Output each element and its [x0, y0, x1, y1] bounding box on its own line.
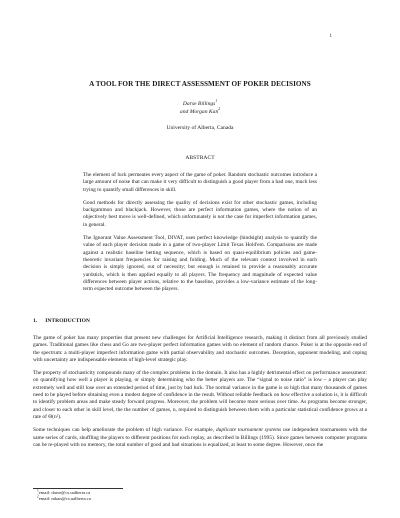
- abstract-paragraph: Good methods for directly assessing the quality of decisions exist for other stochastic games, including backgammon and blackjack. However, those are perfect information games, where the notion of an objectively best move is well-defined, which unfortunately is not the case for imperfect information games, in general.: [83, 199, 317, 228]
- emphasis-text: duplicate tournament systems: [215, 427, 282, 434]
- affiliation: University of Alberta, Canada: [166, 125, 234, 131]
- footnote-mark: 2: [218, 107, 221, 112]
- author-name: Darse Billings: [182, 101, 216, 107]
- body-paragraph: The game of poker has many properties that present new challenges for Artificial Intelligence research, making it distinct from all previously studied games. Traditional games like chess and Go are two-player perfect information games with no element of random chance. Poker is at the opposite end of the spectrum: a multi-player imperfect information game with partial observability and stochastic outcomes. Deception, opponent modeling, and coping with uncertainty are indispensable elements of high-level strategic play.: [33, 335, 367, 363]
- footnote: [37, 496, 91, 502]
- abstract-paragraph: The Ignorant Value Assessment Tool, DIVAT, uses perfect knowledge (hindsight) analysis to quantify the value of each player decision made in a game of two-player Limit Texas Hold'em. Comparisons are made against a realistic baseline betting sequence, which is based on quasi-equilibrium policies and game-theoretic invariant frequencies for raising and folding. Much of the relevant context involved in each decision is simply ignored, out of necessity; but enough is retained to provide a reasonably accurate yardstick, which is then applied equally to all players. The frequency and magnitude of expected value differences between player actions, relative to the baseline, provides a low-variance estimate of the long-term expected outcome between the players.: [83, 235, 317, 293]
- footnote-divider: [33, 488, 123, 489]
- section-number: 1.: [33, 318, 38, 324]
- footnote-mark: 1: [215, 99, 218, 104]
- footnote-text: email: darse@cs.ualberta.ca: [38, 490, 91, 495]
- footnote-text: email: mkan@cs.ualberta.ca: [38, 496, 91, 502]
- author-1: [0, 100, 400, 108]
- abstract-paragraph: The element of luck permeates every aspect of the game of poker. Random stochastic outcomes introduce a large amount of noise that can make it very difficult to distinguish a good player from a bad one, much less trying to quantify small differences in skill.: [83, 172, 317, 193]
- body-text-span: use independent tournaments with the same series of cards, shuffling the players to different positions for each replay, as described in Billings (1995). Since games between computer programs can be re-played with no memory, the total number of good and bad situations is equalized, at least to some degree. However, once the: [33, 427, 367, 448]
- footnote-mark: 1: [37, 488, 39, 493]
- author-block: [0, 100, 400, 116]
- footnote-mark: 2: [37, 494, 39, 499]
- body-text-span: Some techniques can help ameliorate the problem of high variance. For example,: [33, 427, 216, 434]
- page-number: 1: [329, 34, 332, 39]
- footnotes: [37, 490, 91, 503]
- author-name: and Morgan Kan: [179, 109, 219, 115]
- body-text: [33, 335, 367, 455]
- section-heading: [33, 318, 90, 324]
- paper-title: A TOOL FOR THE DIRECT ASSESSMENT OF POKER DECISIONS: [89, 80, 311, 88]
- body-paragraph: [33, 427, 367, 449]
- body-paragraph: The property of stochasticity compounds many of the complex problems in the domain. It also has a highly detrimental effect on performance assessment: on quantifying how well a player is playing, or simply determining who the better players are. The “signal to noise ratio” is low – a player can play extremely well and still lose over an extended period of time, just by bad luck. The normal variance in the game is so high that many thousands of games need to be played before obtaining even a modest degree of confidence in the result. Without reliable feedback on how effective a solution is, it is difficult to identify problem areas and make steady forward progress. Moreover, the problem will become more serious over time. As programs become stronger, and closer to each other in skill level, the the number of games, n, required to distinguish between them with a particular statistical confidence grows at a rate of Θ(n²).: [33, 370, 367, 420]
- section-title: INTRODUCTION: [45, 318, 90, 324]
- author-2: [0, 108, 400, 116]
- abstract-heading: ABSTRACT: [185, 155, 215, 161]
- abstract: [83, 172, 317, 299]
